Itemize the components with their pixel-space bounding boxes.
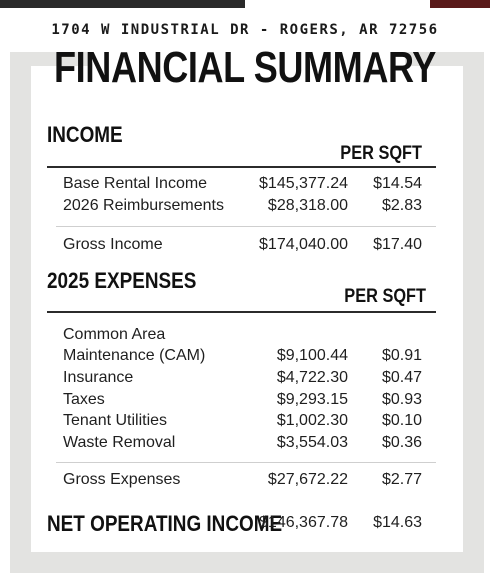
row-amount: $28,318.00 (267, 197, 348, 214)
expense-row (0, 347, 490, 369)
frame-bottom (10, 552, 484, 573)
expenses-total-row (0, 471, 490, 493)
row-per-sqft: $0.91 (381, 347, 422, 364)
row-amount: $3,554.03 (276, 434, 348, 451)
expenses-header-rule (47, 311, 436, 313)
property-address: 1704 W INDUSTRIAL DR - ROGERS, AR 72756 (51, 22, 439, 38)
row-per-sqft: $0.93 (381, 391, 422, 408)
row-label: Insurance (63, 369, 134, 386)
row-per-sqft: $0.36 (381, 434, 422, 451)
row-per-sqft: $2.77 (381, 471, 422, 488)
income-per-sqft-heading: PER SQFT (340, 143, 422, 164)
row-label: Taxes (63, 391, 105, 408)
row-per-sqft: $0.10 (381, 412, 422, 429)
row-label: Tenant Utilities (63, 412, 168, 429)
row-per-sqft: $14.54 (373, 175, 422, 192)
noi-per-sqft: $14.63 (373, 514, 422, 531)
row-per-sqft: $17.40 (373, 236, 422, 253)
noi-row (0, 514, 490, 536)
income-total-rule (56, 226, 436, 227)
top-accent-bar-dark (0, 0, 245, 8)
row-label: Base Rental Income (63, 175, 208, 192)
expense-row (0, 369, 490, 391)
expense-row (0, 434, 490, 456)
row-amount: $1,002.30 (276, 412, 348, 429)
expense-row (0, 412, 490, 434)
row-amount: $9,100.44 (276, 347, 348, 364)
row-per-sqft: $0.47 (381, 369, 422, 386)
expenses-per-sqft-heading: PER SQFT (344, 286, 426, 307)
row-per-sqft: $2.83 (381, 197, 422, 214)
income-total-row (0, 236, 490, 258)
row-label: Common Area (63, 326, 166, 343)
income-row (0, 175, 490, 197)
row-amount: $145,377.24 (259, 175, 348, 192)
row-amount: $4,722.30 (276, 369, 348, 386)
expenses-heading: 2025 EXPENSES (47, 268, 197, 293)
row-label: Gross Income (63, 236, 163, 253)
noi-amount: $146,367.78 (259, 514, 348, 531)
income-row (0, 197, 490, 219)
noi-label: NET OPERATING INCOME (47, 511, 283, 536)
expense-row (0, 391, 490, 413)
expense-row-cam-line1 (0, 326, 490, 348)
frame-left (10, 52, 31, 573)
row-label: Gross Expenses (63, 471, 181, 488)
top-accent-bar-red (430, 0, 490, 8)
row-label: 2026 Reimbursements (63, 197, 224, 214)
income-heading: INCOME (47, 122, 123, 147)
expenses-total-rule (56, 462, 436, 463)
row-label: Waste Removal (63, 434, 176, 451)
row-label: Maintenance (CAM) (63, 347, 206, 364)
frame-right (463, 52, 484, 573)
row-amount: $9,293.15 (276, 391, 348, 408)
page-title: FINANCIAL SUMMARY (54, 43, 436, 92)
row-amount: $27,672.22 (267, 471, 348, 488)
row-amount: $174,040.00 (259, 236, 348, 253)
income-header-rule (47, 166, 436, 168)
